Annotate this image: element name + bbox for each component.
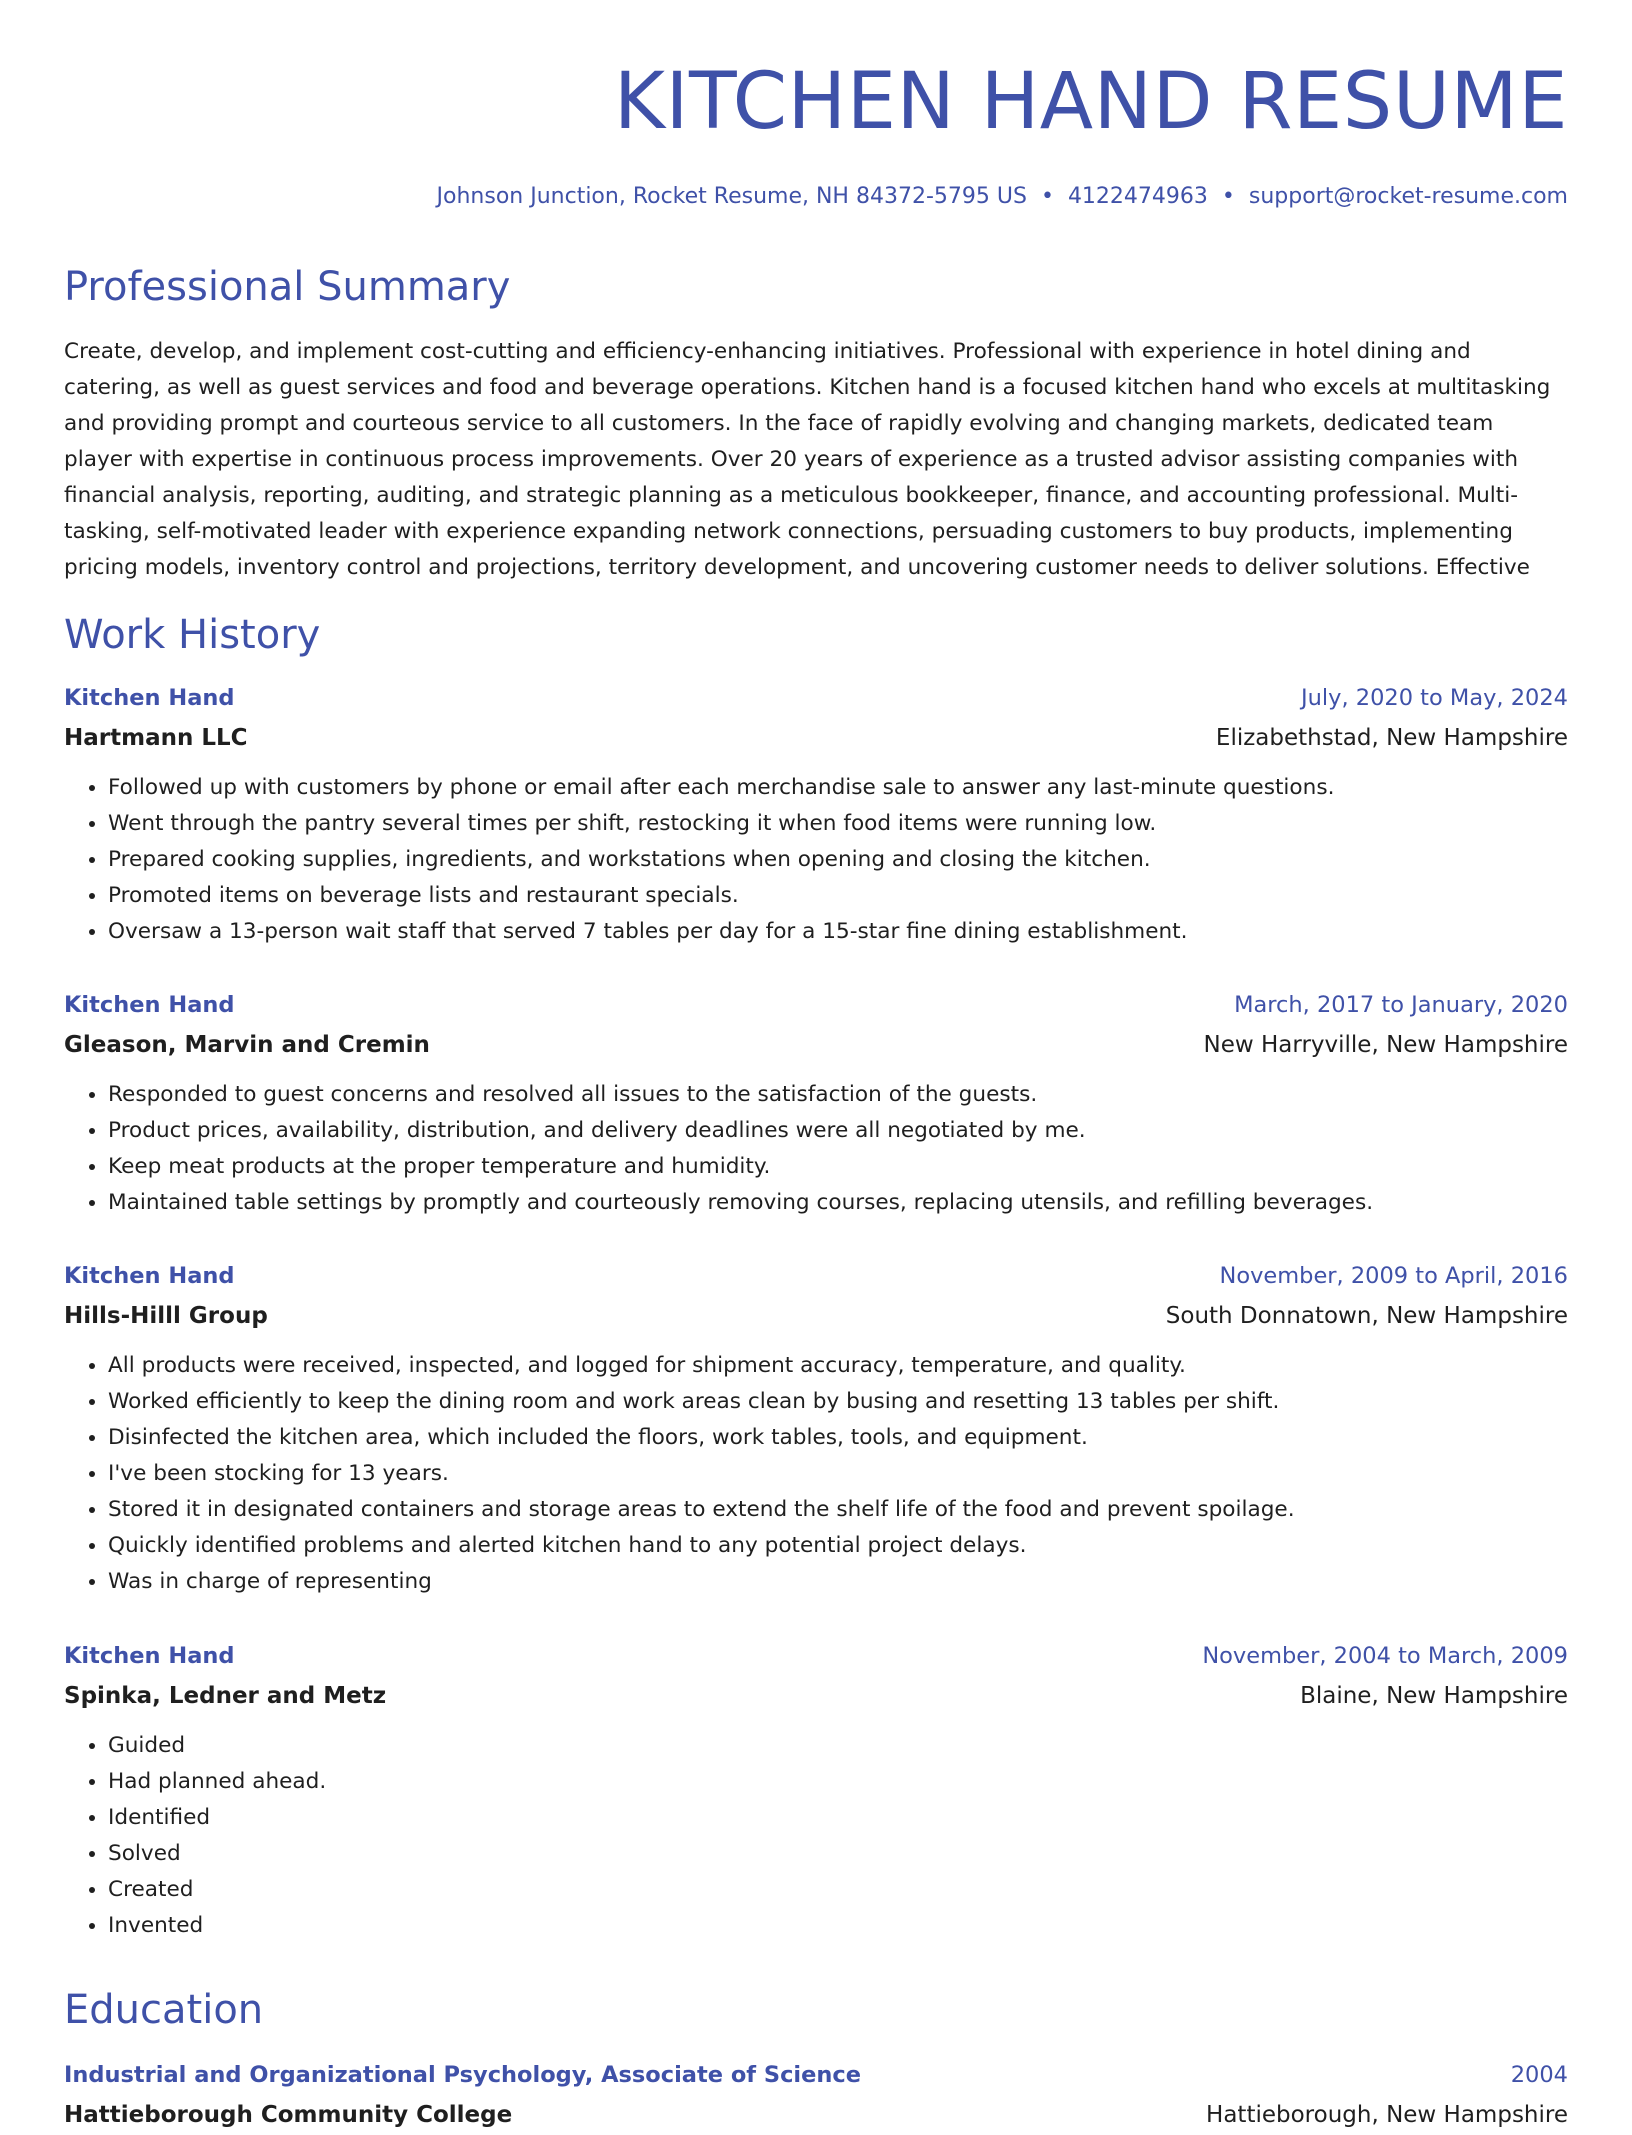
degree-name: Industrial and Organizational Psychology, Associate of Science <box>64 2062 862 2088</box>
graduation-year: 2004 <box>1510 2062 1568 2088</box>
duty-item: • Responded to guest concerns and resolved all issues to the satisfaction of the guests. <box>108 1077 1568 1113</box>
education-entry <box>64 2055 1568 2135</box>
contact-separator: • <box>1040 184 1054 209</box>
resume-title: KITCHEN HAND RESUME <box>613 57 1568 147</box>
company-name: Hills-Hilll Group <box>64 1303 268 1329</box>
job-entry <box>64 678 1568 950</box>
duty-item: • Prepared cooking supplies, ingredients, and workstations when opening and closing the kitchen. <box>108 842 1568 878</box>
duty-item: • Invented <box>108 1908 1568 1944</box>
duty-item: • Identified <box>108 1800 1568 1836</box>
duty-item: • Created <box>108 1872 1568 1908</box>
contact-separator: • <box>1221 184 1235 209</box>
duty-item: • All products were received, inspected, and logged for shipment accuracy, temperature, and quality. <box>108 1348 1568 1384</box>
job-title: Kitchen Hand <box>64 1643 235 1669</box>
job-title: Kitchen Hand <box>64 685 235 711</box>
job-duties <box>64 1348 1568 1600</box>
school-name: Hattieborough Community College <box>64 2102 513 2128</box>
job-duties <box>64 1077 1568 1221</box>
duty-item: • Maintained table settings by promptly and courteously removing courses, replacing utensils, and refilling beverages. <box>108 1185 1568 1221</box>
job-entry <box>64 1256 1568 1600</box>
summary-heading: Professional Summary <box>64 264 511 310</box>
job-entry <box>64 1636 1568 1944</box>
duty-item: • Promoted items on beverage lists and restaurant specials. <box>108 878 1568 914</box>
job-title: Kitchen Hand <box>64 1263 235 1289</box>
duty-item: • Quickly identified problems and alerted kitchen hand to any potential project delays. <box>108 1528 1568 1564</box>
duty-item: • I've been stocking for 13 years. <box>108 1456 1568 1492</box>
job-dates: July, 2020 to May, 2024 <box>1300 685 1568 711</box>
duty-item: • Disinfected the kitchen area, which included the floors, work tables, tools, and equipment. <box>108 1420 1568 1456</box>
job-location: South Donnatown, New Hampshire <box>1165 1303 1568 1329</box>
duty-item: • Went through the pantry several times per shift, restocking it when food items were running low. <box>108 806 1568 842</box>
job-entry <box>64 985 1568 1221</box>
job-dates: March, 2017 to January, 2020 <box>1234 992 1568 1018</box>
contact-address: Johnson Junction, Rocket Resume, NH 84372-5795 US <box>436 184 1027 209</box>
summary-text: Create, develop, and implement cost-cutting and efficiency-enhancing initiatives. Professional with experience in hotel dining and catering, as well as guest services and food and beverage operations. Kitchen hand is a focused kitchen hand who excels at multitasking and providing prompt and courteous service to all customers. In the face of rapidly evolving and changing markets, dedicated team player with expertise in continuous process improvements. Over 20 years of experience as a trusted advisor assisting companies with financial analysis, reporting, auditing, and strategic planning as a meticulous bookkeeper, finance, and accounting professional. Multi-tasking, self-motivated leader with experience expanding network connections, persuading customers to buy products, implementing pricing models, inventory control and projections, territory development, and uncovering customer needs to deliver solutions. Effective <box>64 339 1551 580</box>
company-name: Spinka, Ledner and Metz <box>64 1683 387 1709</box>
duty-item: • Worked efficiently to keep the dining room and work areas clean by busing and resetting 13 tables per shift. <box>108 1384 1568 1420</box>
job-duties <box>64 770 1568 950</box>
job-dates: November, 2009 to April, 2016 <box>1219 1263 1568 1289</box>
duty-item: • Solved <box>108 1836 1568 1872</box>
duty-item: • Was in charge of representing <box>108 1564 1568 1600</box>
job-location: Elizabethstad, New Hampshire <box>1215 725 1568 751</box>
job-title: Kitchen Hand <box>64 992 235 1018</box>
school-location: Hattieborough, New Hampshire <box>1206 2102 1568 2128</box>
company-name: Hartmann LLC <box>64 725 248 751</box>
duty-item: • Guided <box>108 1728 1568 1764</box>
job-duties <box>64 1728 1568 1944</box>
duty-item: • Had planned ahead. <box>108 1764 1568 1800</box>
duty-item: • Product prices, availability, distribution, and delivery deadlines were all negotiated by me. <box>108 1113 1568 1149</box>
duty-item: • Stored it in designated containers and storage areas to extend the shelf life of the food and prevent spoilage. <box>108 1492 1568 1528</box>
job-dates: November, 2004 to March, 2009 <box>1202 1643 1568 1669</box>
contact-email: support@rocket-resume.com <box>1248 184 1568 209</box>
work-history-heading: Work History <box>64 612 321 658</box>
job-location: Blaine, New Hampshire <box>1300 1683 1568 1709</box>
duty-item: • Followed up with customers by phone or email after each merchandise sale to answer any last-minute questions. <box>108 770 1568 806</box>
education-heading: Education <box>64 1987 264 2033</box>
job-location: New Harryville, New Hampshire <box>1203 1032 1568 1058</box>
contact-line <box>437 180 1568 214</box>
duty-item: • Oversaw a 13-person wait staff that served 7 tables per day for a 15-star fine dining establishment. <box>108 914 1568 950</box>
company-name: Gleason, Marvin and Cremin <box>64 1032 430 1058</box>
duty-item: • Keep meat products at the proper temperature and humidity. <box>108 1149 1568 1185</box>
contact-phone: 4122474963 <box>1067 184 1208 209</box>
